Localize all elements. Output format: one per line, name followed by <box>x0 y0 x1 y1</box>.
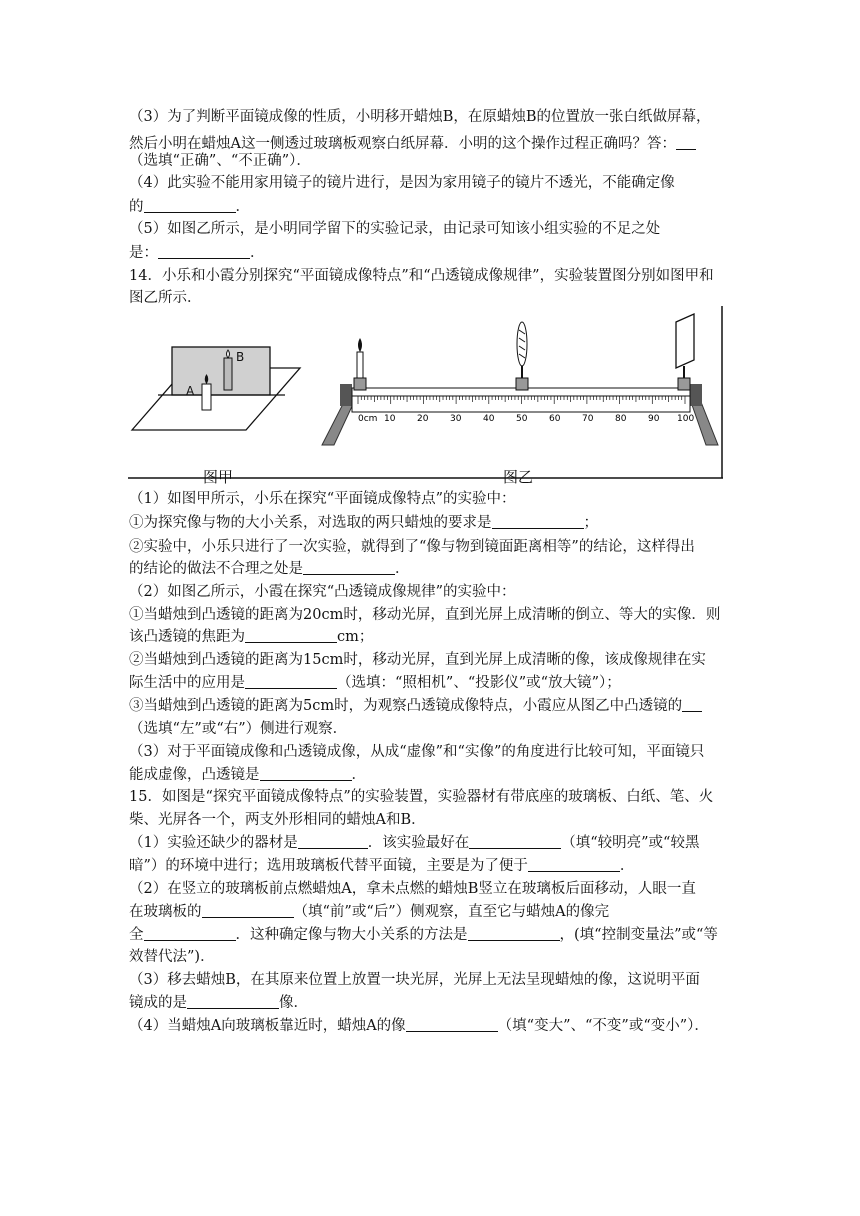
figure-yi-drawing <box>322 314 718 445</box>
q15-part3-line1: （3）移去蜡烛B，在其原来位置上放置一块光屏，光屏上无法呈现蜡烛的像，这说明平面 <box>129 972 700 988</box>
answer-blank[interactable] <box>528 857 620 872</box>
q14-stem-line2: 图乙所示． <box>129 290 202 306</box>
answer-blank[interactable] <box>260 766 352 781</box>
q13-item4-line1: （4）此实验不能用家用镜子的镜片进行，是因为家用镜子的镜片不透光，不能确定像 <box>129 175 675 191</box>
q14-figure-svg <box>128 300 728 490</box>
q15-stem-line1: 15．如图是“探究平面镜成像特点”的实验装置，实验器材有带底座的玻璃板、白纸、笔、火 <box>129 789 714 805</box>
figure-jia-drawing <box>132 347 300 430</box>
q14-figure <box>128 300 728 490</box>
q14-stem-line1: 14．小乐和小霞分别探究“平面镜成像特点”和“凸透镜成像规律”，实验装置图分别如图甲和 <box>129 268 714 284</box>
q14-part1: （1）如图甲所示，小乐在探究“平面镜成像特点”的实验中： <box>129 491 516 507</box>
q13-item5-line1: （5）如图乙所示，是小明同学留下的实验记录，由记录可知该小组实验的不足之处 <box>129 221 661 237</box>
answer-blank[interactable] <box>469 834 561 849</box>
answer-blank[interactable] <box>144 198 236 213</box>
ruler-label: 100 <box>677 414 695 424</box>
ruler-label: 50 <box>516 414 528 424</box>
ruler-label: 10 <box>384 414 396 424</box>
q14-part2-c2: （选填“左”或“右”）侧进行观察． <box>129 721 348 737</box>
ruler-label: 40 <box>483 414 495 424</box>
answer-blank[interactable] <box>158 244 250 259</box>
q14-part2-b1: ②当蜡烛到凸透镜的距离为15cm时，移动光屏，直到光屏上成清晰的像，该成像规律在实 <box>129 652 706 668</box>
q14-part1-b2: 的结论的做法不合理之处是 ． <box>129 561 410 577</box>
q13-item4-line2: 的 ． <box>129 199 250 215</box>
answer-blank[interactable] <box>682 697 702 712</box>
q15-part2-line3: 全 ．这种确定像与物大小关系的方法是 ，(填“控制变量法”或“等 <box>129 927 718 943</box>
q13-item3-line3: （选填“正确”、“不正确”）． <box>129 153 311 169</box>
ruler-label: 30 <box>450 414 462 424</box>
q15-stem-line2: 柴、光屏各一个，两支外形相同的蜡烛A和B． <box>129 812 426 828</box>
q14-part2-a2: 该凸透镜的焦距为 cm； <box>129 629 374 645</box>
answer-blank[interactable] <box>245 674 337 689</box>
ruler-label: 60 <box>549 414 561 424</box>
ruler-label: 0cm <box>358 414 378 424</box>
ruler-label: 70 <box>582 414 594 424</box>
answer-blank[interactable] <box>303 560 395 575</box>
answer-blank[interactable] <box>492 514 584 529</box>
q14-part2-c1: ③当蜡烛到凸透镜的距离为5cm时，为观察凸透镜成像特点，小霞应从图乙中凸透镜的 <box>129 696 702 716</box>
q13-item3-line2: 然后小明在蜡烛A这一侧透过玻璃板观察白纸屏幕．小明的这个操作过程正确吗？答： <box>129 134 696 154</box>
answer-blank[interactable] <box>676 135 696 150</box>
caption-figure-jia: 图甲 <box>203 468 234 486</box>
answer-blank[interactable] <box>468 926 560 941</box>
q15-part2-line1: （2）在竖立的玻璃板前点燃蜡烛A，拿未点燃的蜡烛B竖立在玻璃板后面移动，人眼一直 <box>129 881 696 897</box>
q14-part2-b2: 际生活中的应用是 （选填：“照相机”、“投影仪”或“放大镜”）； <box>129 675 621 691</box>
answer-blank[interactable] <box>406 1017 498 1032</box>
q14-part1-b1: ②实验中，小乐只进行了一次实验，就得到了“像与物到镜面距离相等”的结论，这样得出 <box>129 539 695 555</box>
ruler-label: 80 <box>615 414 627 424</box>
answer-blank[interactable] <box>144 926 236 941</box>
q15-part1-line2: 暗”）的环境中进行；选用玻璃板代替平面镜，主要是为了便于 ． <box>129 858 635 874</box>
q15-part3-line2: 镜成的是 像． <box>129 995 308 1011</box>
q13-item3-line1: （3）为了判断平面镜成像的性质，小明移开蜡烛B，在原蜡烛B的位置放一张白纸做屏幕， <box>129 109 711 125</box>
q15-part4: （4）当蜡烛A向玻璃板靠近时，蜡烛A的像 （填“变大”、“不变”或“变小”）． <box>129 1018 709 1034</box>
q14-part3-b: 能成虚像，凸透镜是 ． <box>129 767 366 783</box>
answer-blank[interactable] <box>187 994 279 1009</box>
ruler-label: 20 <box>417 414 429 424</box>
label-candle-a: A <box>186 384 195 398</box>
q14-part1-a: ①为探究像与物的大小关系，对选取的两只蜡烛的要求是 ； <box>129 515 598 531</box>
q14-part3-a: （3）对于平面镜成像和凸透镜成像，从成“虚像”和“实像”的角度进行比较可知，平面镜只 <box>129 744 705 760</box>
answer-blank[interactable] <box>245 628 337 643</box>
q14-part2: （2）如图乙所示，小霞在探究“凸透镜成像规律”的实验中： <box>129 584 516 600</box>
answer-blank[interactable] <box>298 834 368 849</box>
q15-part2-line4: 效替代法”)． <box>129 949 215 965</box>
q15-part1-line1: （1）实验还缺少的器材是 ．该实验最好在 （填“较明亮”或“较黑 <box>129 835 700 851</box>
q15-part2-line2: 在玻璃板的 （填“前”或“后”）侧观察，直至它与蜡烛A的像完 <box>129 904 610 920</box>
caption-figure-yi: 图乙 <box>503 468 534 486</box>
label-candle-b: B <box>236 350 245 364</box>
q14-part2-a1: ①当蜡烛到凸透镜的距离为20cm时，移动光屏，直到光屏上成清晰的倒立、等大的实像．则 <box>129 607 721 623</box>
ruler-labels <box>358 414 694 424</box>
ruler-label: 90 <box>648 414 660 424</box>
q13-item5-line2: 是： ． <box>129 245 265 261</box>
answer-blank[interactable] <box>202 903 294 918</box>
